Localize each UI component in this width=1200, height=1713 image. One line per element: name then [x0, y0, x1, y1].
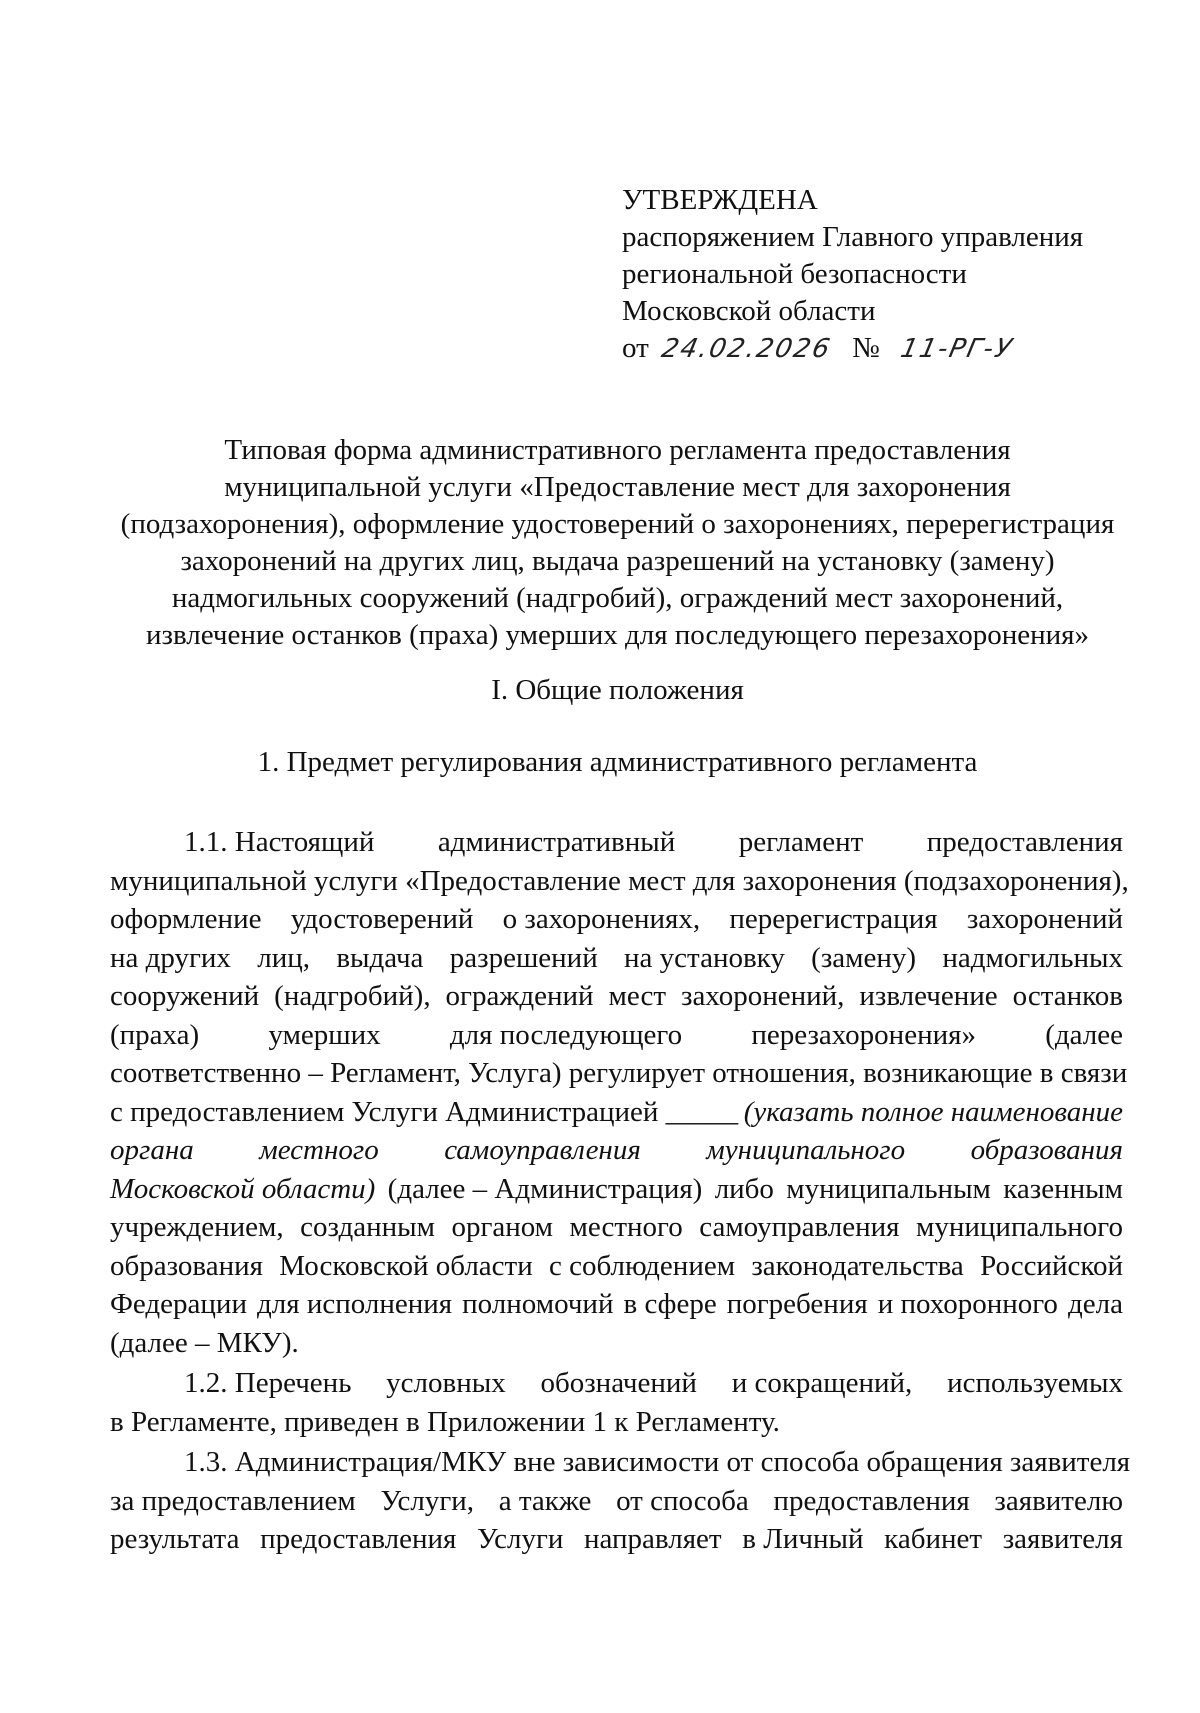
- paragraph-1-1-line: [110, 1054, 1128, 1093]
- word: результата: [110, 1523, 240, 1555]
- text-line: соответственно – Регламент, Услуга) регулирует отношения, возникающие в связи: [110, 1057, 1128, 1089]
- word: Услуги,: [380, 1484, 475, 1517]
- date-prefix: от: [622, 332, 649, 364]
- paragraph-1-1-line: [110, 1131, 1123, 1170]
- text-line: муниципальной услуги «Предоставление мест для захоронения (подзахоронения),: [110, 864, 1129, 897]
- title-line: Типовая форма административного регламента предоставления: [224, 434, 1011, 466]
- word: захоронений: [966, 903, 1123, 935]
- paragraph-1-3-line: [110, 1443, 1131, 1482]
- paragraph-1-1-line: [110, 1285, 1123, 1324]
- word: Московской области: [279, 1249, 533, 1282]
- word: самоуправления: [699, 1211, 900, 1243]
- word: предоставления: [260, 1523, 457, 1555]
- word: на установку: [624, 941, 785, 974]
- word: заявителя: [1002, 1523, 1123, 1555]
- approval-date-line: [622, 330, 1142, 368]
- approval-block: [622, 182, 1142, 368]
- approval-line: Московской области: [622, 295, 876, 327]
- word: от способа: [616, 1484, 749, 1517]
- word: (замену): [811, 941, 917, 974]
- word: удостоверений: [290, 903, 474, 935]
- word: органом: [451, 1211, 554, 1243]
- approval-line: распоряжением Главного управления: [622, 221, 1084, 253]
- word: муниципального: [706, 1134, 906, 1166]
- word: и похоронного: [877, 1288, 1058, 1320]
- word: умерших: [268, 1018, 381, 1051]
- paragraph-1-1-line: [110, 1247, 1123, 1286]
- paragraph-1-1-line: [110, 900, 1123, 939]
- body-text: [110, 823, 1131, 1559]
- word: обозначений: [540, 1367, 697, 1399]
- title-line: надмогильных сооружений (надгробий), ограждений мест захоронений,: [171, 582, 1064, 614]
- word: предоставления: [773, 1484, 970, 1517]
- word: условных: [386, 1367, 506, 1399]
- paragraph-1-1-line: [110, 823, 1123, 862]
- word: образования: [110, 1249, 263, 1282]
- word: созданным: [300, 1211, 435, 1243]
- word: Федерации: [110, 1288, 247, 1320]
- text-line: в Регламенте, приведен в Приложении 1 к Регламенту.: [110, 1405, 780, 1438]
- word: перезахоронения»: [751, 1018, 976, 1051]
- word: (праха): [110, 1018, 200, 1051]
- word: учреждением,: [110, 1211, 284, 1243]
- handwritten-number: 11-РГ-У: [898, 334, 1017, 364]
- approval-line: региональной безопасности: [622, 258, 967, 290]
- word: извлечение: [859, 980, 998, 1012]
- word: административный: [437, 826, 676, 858]
- word: на других: [110, 941, 231, 974]
- word: в Личный: [742, 1523, 864, 1555]
- word: (далее: [1045, 1018, 1123, 1051]
- document-title: [110, 432, 1125, 654]
- word: а также: [498, 1484, 592, 1517]
- word: с соблюдением: [548, 1249, 736, 1282]
- handwritten-date: 24.02.2026: [658, 334, 835, 364]
- text-line: 1.3. Администрация/МКУ вне зависимости от способа обращения заявителя: [184, 1446, 1131, 1478]
- word: останков: [1012, 980, 1123, 1012]
- word: кабинет: [884, 1523, 983, 1555]
- paragraph-1-2-line: [110, 1403, 1123, 1442]
- word: законодательства: [751, 1249, 964, 1282]
- paragraph-1-1-line: [110, 1324, 1123, 1363]
- word: направляет: [584, 1523, 722, 1555]
- word: органа: [110, 1134, 194, 1166]
- word: для последующего: [449, 1018, 683, 1051]
- word: 1.1. Настоящий: [184, 826, 375, 858]
- paragraph-1-1-line: [110, 1016, 1123, 1055]
- word: (надгробий),: [274, 980, 431, 1012]
- approval-heading: УТВЕРЖДЕНА: [622, 184, 818, 216]
- italic-placeholder-text: (указать полное наименование: [743, 1095, 1123, 1128]
- word: перерегистрация: [729, 903, 938, 935]
- word: ограждений: [445, 980, 594, 1012]
- word: лиц,: [257, 941, 311, 974]
- paragraph-1-1-line: [110, 1170, 1123, 1209]
- text-line: (далее – МКУ).: [110, 1326, 299, 1359]
- word: в сфере: [623, 1288, 717, 1320]
- title-line: извлечение останков (праха) умерших для последующего перезахоронения»: [145, 619, 1090, 651]
- paragraph-1-2-line: [110, 1364, 1123, 1403]
- title-line: (подзахоронения), оформление удостоверений о захоронениях, перерегистрация: [120, 508, 1115, 540]
- number-sign: №: [852, 332, 880, 364]
- subsection-heading: 1. Предмет регулирования административного регламента: [257, 746, 978, 778]
- word: заявителю: [994, 1484, 1123, 1517]
- word: оформление: [110, 903, 262, 935]
- word: для исполнения: [257, 1288, 453, 1320]
- word: мест: [608, 980, 667, 1012]
- word: сооружений: [110, 980, 260, 1012]
- word: дела: [1067, 1288, 1123, 1320]
- text-segment: с предоставлением Услуги Администрацией _____: [110, 1095, 739, 1128]
- paragraph-1-1-line: [110, 977, 1123, 1016]
- title-line: муниципальной услуги «Предоставление мест для захоронения: [224, 471, 1011, 503]
- paragraph-1-1-line: [110, 1093, 1123, 1132]
- word: образования: [970, 1134, 1123, 1166]
- word: либо: [714, 1172, 774, 1205]
- word: разрешений: [449, 941, 598, 974]
- word: муниципального: [916, 1211, 1123, 1243]
- word: самоуправления: [444, 1134, 641, 1166]
- word: 1.2. Перечень: [184, 1367, 352, 1399]
- paragraph-1-3-line: [110, 1482, 1123, 1521]
- word: за предоставлением: [110, 1484, 356, 1517]
- word: регламент: [738, 826, 864, 858]
- word: казенным: [1003, 1172, 1123, 1205]
- word: (далее – Администрация): [387, 1172, 703, 1205]
- word: Российской: [980, 1249, 1123, 1282]
- word: выдача: [336, 941, 424, 974]
- italic-placeholder-text: Московской области): [110, 1172, 376, 1205]
- word: местного: [259, 1134, 379, 1166]
- word: надмогильных: [942, 941, 1123, 974]
- word: муниципальным: [786, 1172, 991, 1205]
- word: используемых: [947, 1367, 1123, 1399]
- paragraph-1-1-line: [110, 862, 1129, 901]
- word: захоронений,: [680, 980, 845, 1012]
- paragraph-1-1-line: [110, 939, 1123, 978]
- paragraph-1-1-line: [110, 1208, 1123, 1247]
- word: предоставления: [926, 826, 1123, 858]
- section-heading: I. Общие положения: [491, 674, 744, 706]
- word: погребения: [726, 1288, 868, 1320]
- word: о захоронениях,: [502, 903, 701, 935]
- word: местного: [569, 1211, 683, 1243]
- word: полномочий: [462, 1288, 614, 1320]
- word: Услуги: [477, 1523, 564, 1555]
- word: и сокращений,: [731, 1367, 913, 1399]
- paragraph-1-3-line: [110, 1520, 1123, 1559]
- title-line: захоронений на других лиц, выдача разрешений на установку (замену): [180, 545, 1055, 577]
